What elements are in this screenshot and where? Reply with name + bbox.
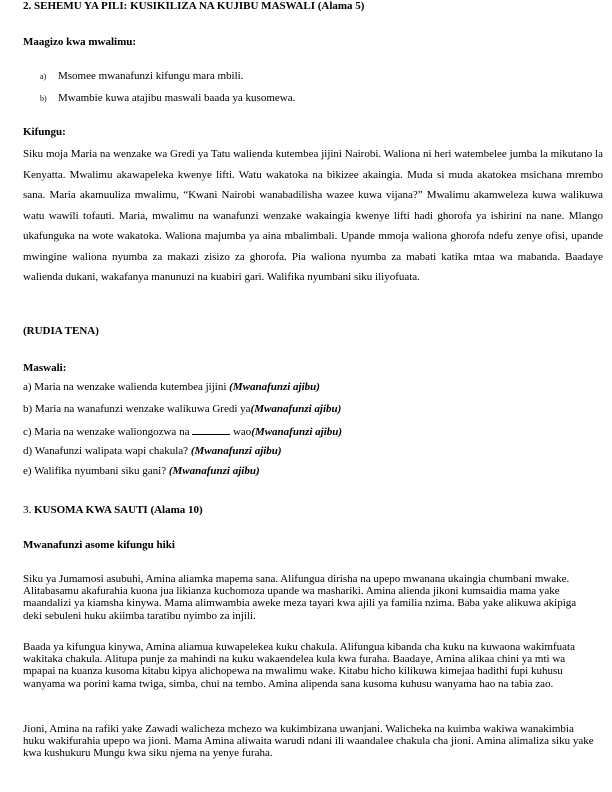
teacher-instructions-heading: Maagizo kwa mwalimu: (23, 36, 137, 48)
question-c (23, 424, 342, 438)
instruction-item (40, 70, 243, 82)
instruction-text: Msomee mwanafunzi kifungu mara mbili. (58, 70, 244, 82)
section-3-title (23, 504, 203, 516)
listening-passage: Siku moja Maria na wenzake wa Gredi ya Tatu walienda kutembea jijini Nairobi. Waliona ni heri watembelee jumba la mikutano la Kenyatta. Mwalimu akawapeleka kwenye lifti. Watu wakatoka na bikizee akaingia. Muda si muda akatokea msichana mrembo sana. Maria akamuuliza mwalimu, “Kwani Nairobi wanabadilisha wazee kuwa vijana?” Mwalimu akamweleza kuwa walikuwa watu wawili tofauti. Maria, mwalimu na wanafunzi wenzake wakaingia kwenye lifti hadi ghorofa ya ishirini na nane. Mlango ukafunguka na wote wakatoka. Waliona majumba ya aina mbalimbali. Upande mmoja waliona ghorofa ndefu zenye ofisi, upande mwingine waliona nyumba za makazi zisizo za ghorofa. Pia waliona nyumba za mabati katika mtaa wa mabanda. Baadaye walienda dukani, wakafanya manunuzi na kuabiri gari. Walifika nyumbani siku iliyofuata. (23, 148, 603, 283)
question-text: c) Maria na wenzake waliongozwa na (23, 426, 193, 438)
question-e (23, 465, 260, 477)
questions-heading: Maswali: (23, 362, 67, 374)
instruction-marker: a) (40, 72, 47, 81)
reading-paragraph-1: Siku ya Jumamosi asubuhi, Amina aliamka mapema sana. Alifungua dirisha na upepo mwanana ukaingia chumbani mwake. Alitabasamu akafurahia kuona jua likianza kuchomoza upande wa mashariki. Amina alienda jikoni kumsaidia mama yake maandalizi ya kiamsha kinywa. Mama alimwambia aweke meza tayari kwa ajili ya familia nzima. Baba yake alikuwa akipiga deki sebuleni huku akiimba taratibu nyimbo za injili. (23, 573, 577, 622)
section-number: 3. (23, 504, 34, 516)
passage-heading: Kifungu: (23, 126, 66, 138)
reading-instruction: Mwanafunzi asome kifungu hiki (23, 539, 175, 551)
reading-paragraph-3: Jioni, Amina na rafiki yake Zawadi walicheza mchezo wa kukimbizana uwanjani. Walicheka na kuimba wakiwa wanakimbia huku wakifurahia upepo wa jioni. Mama Amina aliwaita warudi ndani ili waandalee chakula cha jioni. Amina alimaliza siku yake kwa kushukuru Mungu kwa siku njema na yenye furaha. (23, 723, 594, 760)
question-a (23, 381, 320, 393)
repeat-note: (RUDIA TENA) (23, 325, 99, 337)
answer-note: (Mwanafunzi ajibu) (190, 445, 282, 457)
question-d (23, 445, 282, 457)
instruction-text: Mwambie kuwa atajibu maswali baada ya kusomewa. (58, 92, 296, 104)
answer-blank (192, 424, 230, 435)
question-text: wao (230, 426, 252, 438)
answer-note: (Mwanafunzi ajibu) (229, 381, 320, 393)
question-text: a) Maria na wenzake walienda kutembea jijini (23, 381, 230, 393)
instruction-item (40, 92, 295, 104)
question-b (23, 403, 341, 415)
instruction-marker: b) (40, 94, 47, 103)
answer-note: (Mwanafunzi ajibu) (168, 465, 260, 477)
question-text: b) Maria na wanafunzi wenzake walikuwa Gredi ya (23, 403, 251, 415)
reading-paragraph-2: Baada ya kifungua kinywa, Amina aliamua kuwapelekea kuku chakula. Alifungua kibanda cha kuku na kuwaona wakimfuata wakitaka chakula. Alitupa punje za mahindi na kuku wakaendelea kula kwa furaha. Baadaye, Amina alikaa chini ya mti wa mpapai na kuanza kusoma kitabu kipya alichopewa na mwalimu wake. Kitabu hicho kilikuwa kimejaa hadithi fupi kuhusu wanyama wa porini kama twiga, simba, chui na tembo. Amina alipenda sana kusoma kuhusu wanyama hao na tabia zao. (23, 641, 575, 690)
section-2-title: 2. SEHEMU YA PILI: KUSIKILIZA NA KUJIBU MASWALI (Alama 5) (23, 0, 365, 12)
answer-note: (Mwanafunzi ajibu) (251, 426, 343, 438)
section-title: KUSOMA KWA SAUTI (Alama 10) (34, 504, 203, 516)
answer-note: (Mwanafunzi ajibu) (250, 403, 342, 415)
question-text: d) Wanafunzi walipata wapi chakula? (23, 445, 191, 457)
question-text: e) Walifika nyumbani siku gani? (23, 465, 169, 477)
